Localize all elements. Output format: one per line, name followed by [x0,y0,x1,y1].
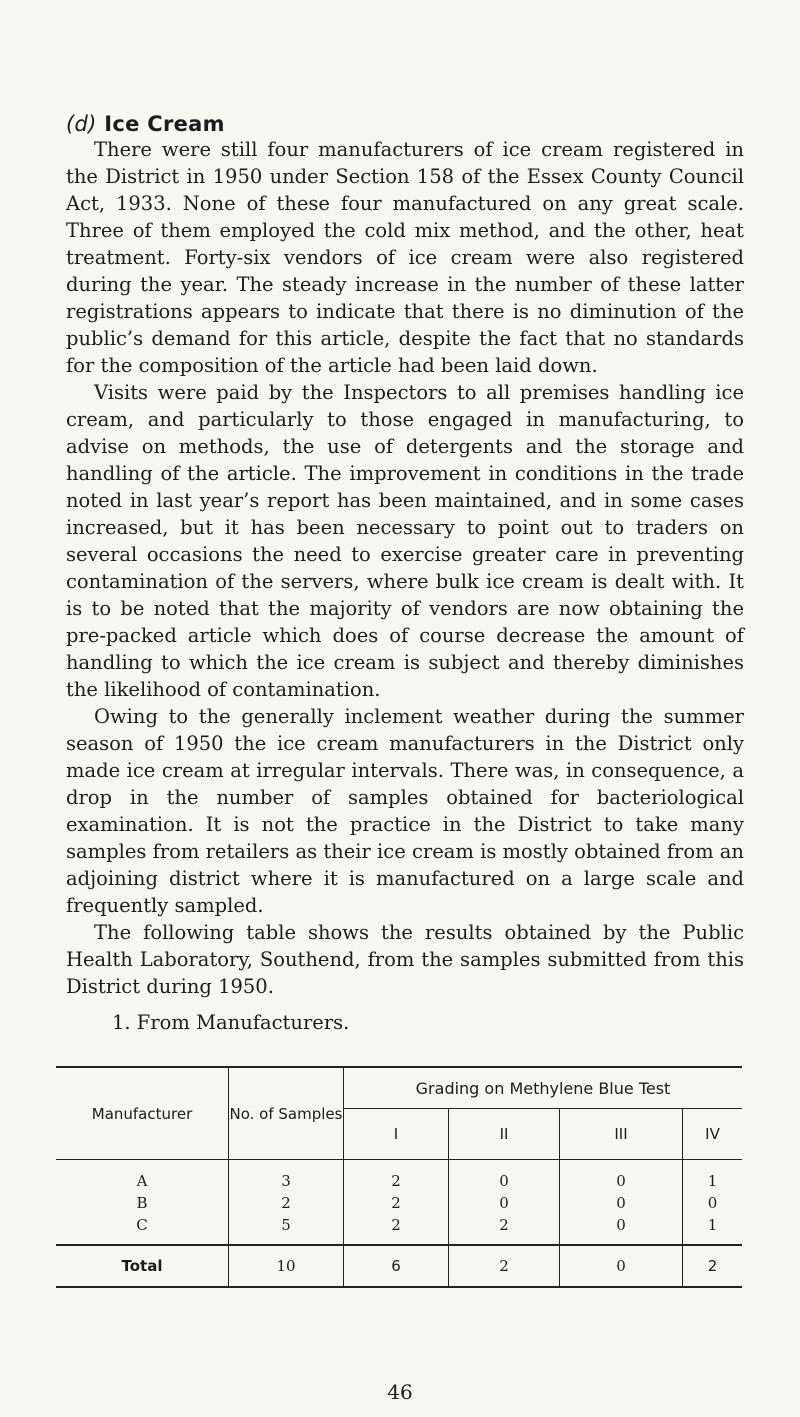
header-manufacturer: Manufacturer [56,1067,229,1160]
body-text [66,136,744,1000]
paragraph-1: There were still four manufacturers of ice cream registered in the District in 1950 under Section 158 of the Essex County Council Act, 1933. None of these four manufactured on any great scale. Three of them employed the cold mix method, and the other, heat treatment. Forty-six vendors of ice cream were also registered during the year. The steady increase in the number of these latter registrations appears to indicate that there is no diminution of the public’s demand for this article, despite the fact that no standards for the composition of the article had been laid down. [66,138,744,377]
header-grade-2: II [449,1109,560,1160]
header-grade-4: IV [683,1109,743,1160]
cell-grade-1: 2 [344,1214,449,1245]
section-heading [66,112,225,136]
total-row [56,1245,742,1287]
cell-grade-4: 0 [683,1192,743,1214]
cell-manufacturer: B [136,1194,148,1212]
table-row [56,1160,742,1193]
table-row [56,1214,742,1245]
cell-manufacturer: A [56,1160,229,1193]
header-grade-3: III [560,1109,683,1160]
cell-grade-3: 0 [560,1214,683,1245]
cell-grade-2: 2 [449,1214,560,1245]
cell-samples: 3 [229,1160,344,1193]
paragraph-4: The following table shows the results obtained by the Public Health Laboratory, Southend, from the samples submitted from this District during 1950. [66,921,744,998]
cell-grade-4: 1 [683,1214,743,1245]
cell-total-grade-1: 6 [344,1245,449,1287]
cell-total-label: Total [56,1245,229,1287]
header-grade-1: I [344,1109,449,1160]
table-row [56,1192,742,1214]
cell-manufacturer: C [136,1216,148,1234]
section-letter: (d) [66,112,97,136]
cell-total-samples: 10 [229,1245,344,1287]
cell-grade-1: 2 [344,1192,449,1214]
cell-grade-1: 2 [344,1160,449,1193]
cell-grade-2: 0 [449,1160,560,1193]
cell-total-grade-4: 2 [683,1245,743,1287]
cell-total-grade-3: 0 [560,1245,683,1287]
paragraph-3: Owing to the generally inclement weather during the summer season of 1950 the ice cream manufacturers in the District only made ice cream at irregular intervals. There was, in consequence, a drop in the number of samples obtained for bacteriological examination. It is not the practice in the District to take many samples from retailers as their ice cream is mostly obtained from an adjoining district where it is manufactured on a large scale and frequently sampled. [66,705,744,917]
cell-grade-3: 0 [560,1160,683,1193]
results-table [56,1066,742,1288]
cell-grade-2: 0 [449,1192,560,1214]
cell-samples: 5 [229,1214,344,1245]
cell-grade-3: 0 [560,1192,683,1214]
page-number: 46 [387,1380,413,1404]
header-grading-group: Grading on Methylene Blue Test [344,1067,743,1109]
header-samples: No. of Samples [229,1067,344,1160]
cell-total-grade-2: 2 [449,1245,560,1287]
paragraph-2: Visits were paid by the Inspectors to all premises handling ice cream, and particularly to those engaged in manufacturing, to advise on methods, the use of detergents and the storage and handling of the article. The improvement in conditions in the trade noted in last year’s report has been maintained, and in some cases increased, but it has been necessary to point out to traders on several occasions the need to exercise greater care in preventing contamination of the servers, where bulk ice cream is dealt with. It is to be noted that the majority of vendors are now obtaining the pre-packed article which does of course decrease the amount of handling to which the ice cream is subject and thereby diminishes the likelihood of contamination. [66,381,744,701]
cell-samples: 2 [229,1192,344,1214]
table-subheading: 1. From Manufacturers. [112,1011,350,1034]
section-title: Ice Cream [104,112,225,136]
cell-grade-4: 1 [683,1160,743,1193]
